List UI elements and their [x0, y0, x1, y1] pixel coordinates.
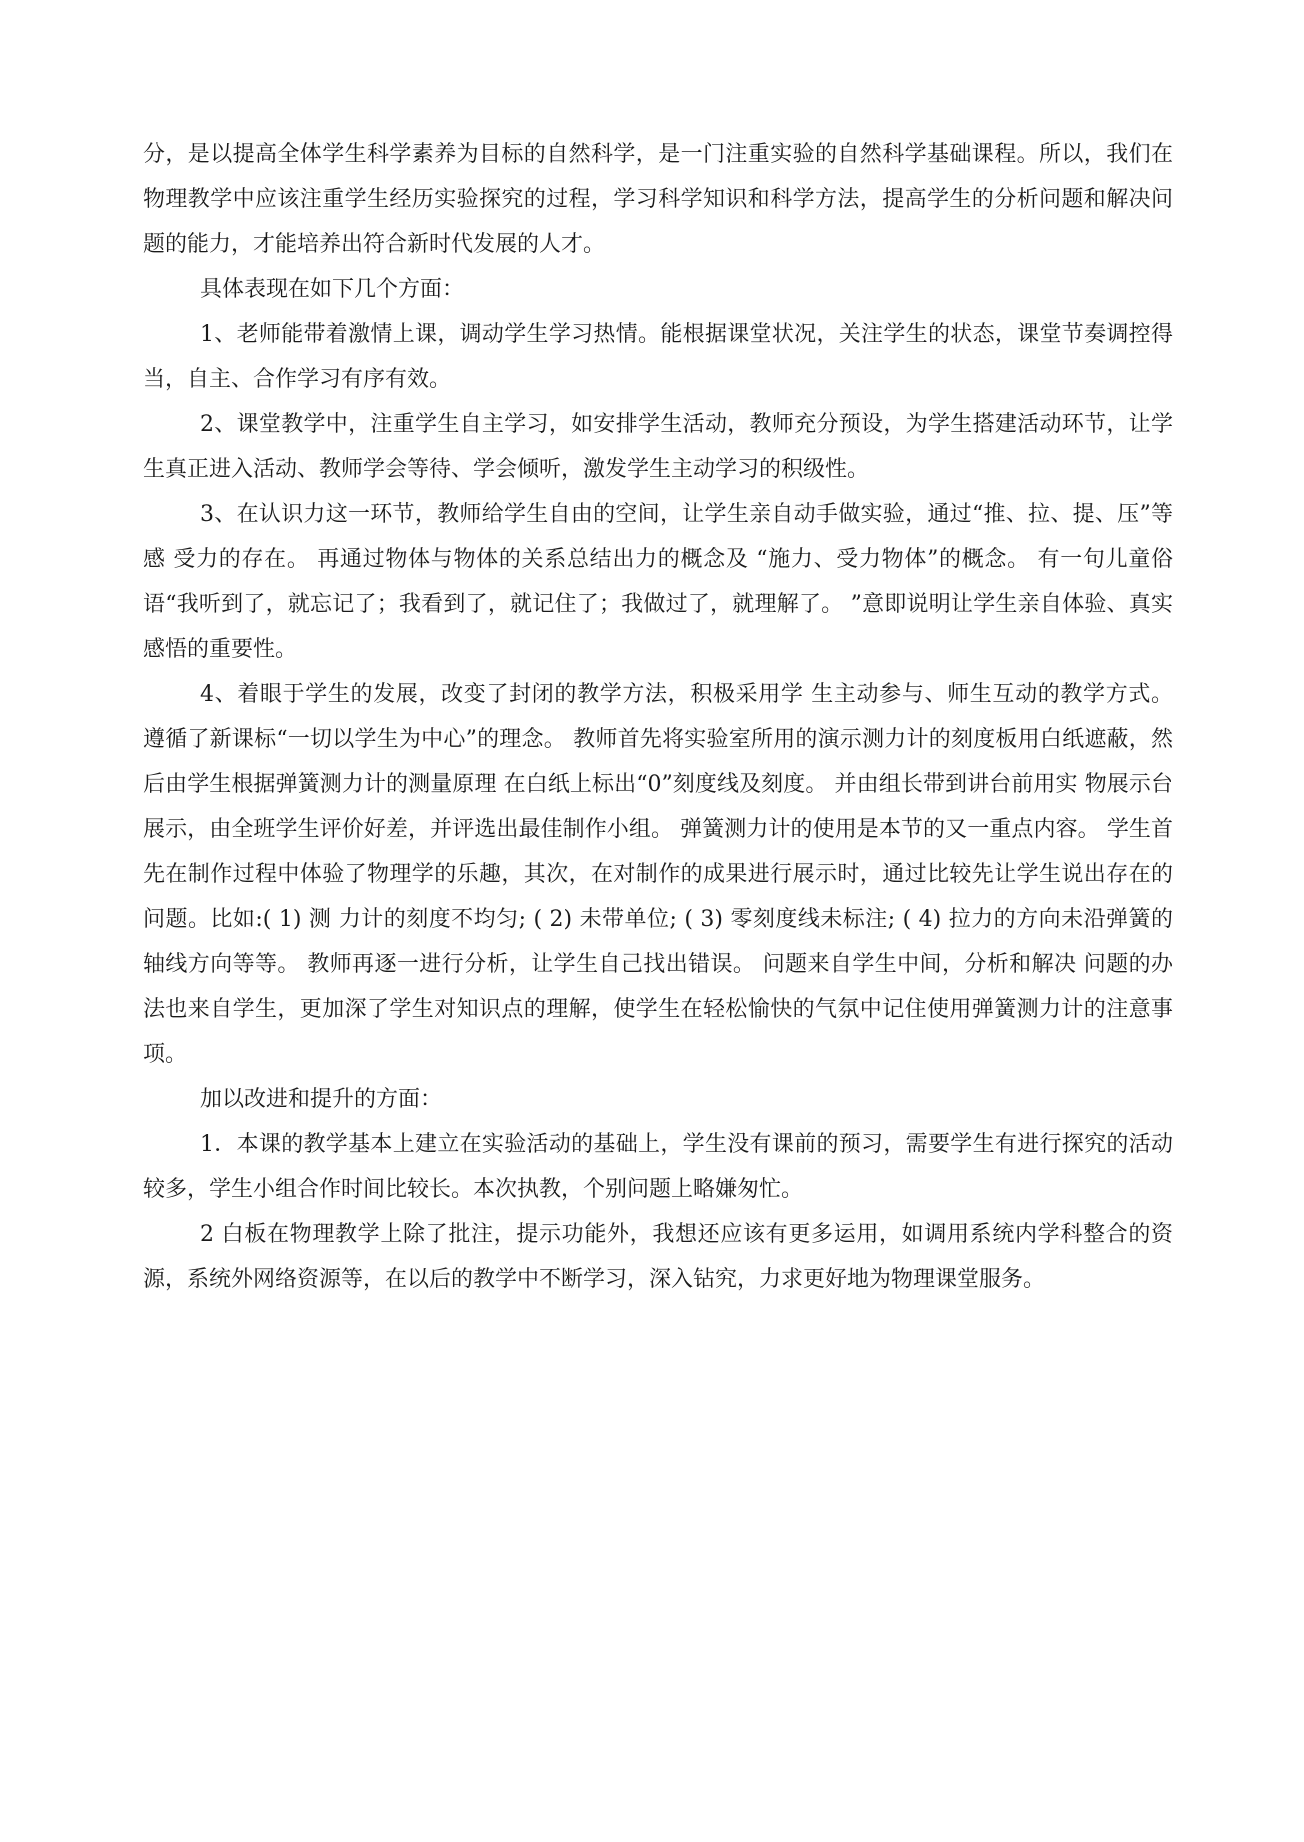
paragraph-continuation: 分，是以提高全体学生科学素养为目标的自然科学，是一门注重实验的自然科学基础课程。所以，我们在物理教学中应该注重学生经历实验探究的过程，学习科学知识和科学方法，提高学生的分析问题和解决问题的能力，才能培养出符合新时代发展的人才。 — [143, 142, 1173, 257]
paragraph-improvement-2: 2 白板在物理教学上除了批注，提示功能外，我想还应该有更多运用，如调用系统内学科整合的资源，系统外网络资源等，在以后的教学中不断学习，深入钻究，力求更好地为物理课堂服务。 — [143, 1222, 1173, 1292]
body-text — [143, 132, 1173, 1302]
paragraph-performance-heading: 具体表现在如下几个方面： — [200, 277, 465, 302]
paragraph-point-2: 2、课堂教学中，注重学生自主学习，如安排学生活动，教师充分预设，为学生搭建活动环节，让学生真正进入活动、教师学会等待、学会倾听，激发学生主动学习的积级性。 — [143, 412, 1173, 482]
paragraph-point-4: 4、着眼于学生的发展，改变了封闭的教学方法，积极采用学 生主动参与、师生互动的教学方式。 遵循了新课标“一切以学生为中心”的理念。 教师首先将实验室所用的演示测力计的刻度板用白纸遮蔽，然后由学生根据弹簧测力计的测量原理 在白纸上标出“0”刻度线及刻度。 并由组长带到讲台前用实 物展示台展示，由全班学生评价好差，并评选出最佳制作小组。 弹簧测力计的使用是本节的又一重点内容。 学生首先在制作过程中体验了物理学的乐趣，其次，在对制作的成果进行展示时，通过比较先让学生说出存在的问题。比如:( 1) 测 力计的刻度不均匀; ( 2) 未带单位; ( 3) 零刻度线未标注; ( 4) 拉力的方向未沿弹簧的轴线方向等等。 教师再逐一进行分析，让学生自己找出错误。 问题来自学生中间，分析和解决 问题的办法也来自学生，更加深了学生对知识点的理解，使学生在轻松愉快的气氛中记住使用弹簧测力计的注意事项。 — [143, 682, 1173, 1067]
paragraph-point-1: 1、老师能带着激情上课，调动学生学习热情。能根据课堂状况，关注学生的状态，课堂节奏调控得当，自主、合作学习有序有效。 — [143, 322, 1173, 392]
paragraph-improvement-1: 1．本课的教学基本上建立在实验活动的基础上，学生没有课前的预习，需要学生有进行探究的活动较多，学生小组合作时间比较长。本次执教，个别问题上略嫌匆忙。 — [143, 1132, 1173, 1202]
paragraph-point-3: 3、在认识力这一环节，教师给学生自由的空间，让学生亲自动手做实验，通过“推、拉、提、压”等感 受力的存在。 再通过物体与物体的关系总结出力的概念及 “施力、受力物体”的概念。 有一句儿童俗语“我听到了，就忘记了；我看到了，就记住了；我做过了，就理解了。 ”意即说明让学生亲自体验、真实感悟的重要性。 — [143, 502, 1173, 662]
paragraph-improvement-heading: 加以改进和提升的方面： — [200, 1087, 443, 1112]
